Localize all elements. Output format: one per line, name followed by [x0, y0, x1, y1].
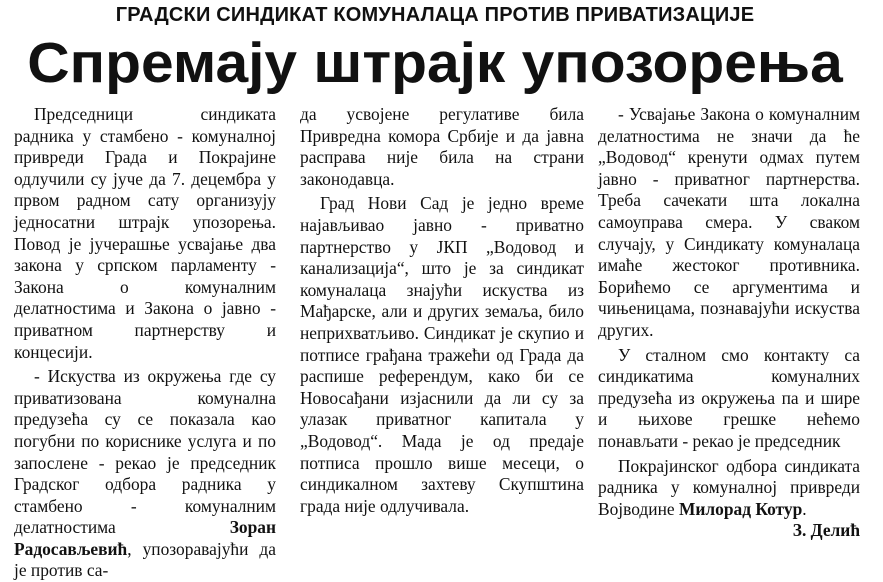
article-column-2 [300, 104, 584, 540]
paragraph [598, 456, 860, 521]
person-name: Зоран Радосављевић [14, 517, 276, 559]
paragraph: Председници синдиката радника у стамбено - комуналној привреди Града и Покрајине одлучили су јуче да 7. децембра у првом радном сату организују једносатни штрајк упозорења. Повод је јучерашње усвајање два закона у српском парламенту - Закона о комуналним делатностима и Закона о јавно - приватном партнерству и концесији. [14, 104, 276, 362]
paragraph-text: . [802, 498, 807, 519]
paragraph: Град Нови Сад је једно време најављивао јавно - приватно партнерство у ЈКП „Водовод и канализација“, што је за синдикат комуналаца знајући искуства из Мађарске, али и других земаља, било неприхватљиво. Синдикат је скупио и потписе грађана тражећи од Града да распише референдум, како би се Новосађани изјаснили да ли су за улазак приватног капитала у „Водовод“. Мада је од предаје потписа прошло више месеци, о синдикалном захтеву Скупштина града није одлучивала. [300, 193, 584, 516]
paragraph: - Усвајање Закона о комуналним делатностима не значи да ће „Водовод“ кренути одмах путем јавно - приватног партнерства. Треба сачекати шта локална самоуправа смера. У сваком случају, у Синдикату комуналаца имаће жестоког противника. Борићемо се аргументима и чињеницама, познавајући искуства других. [598, 104, 860, 340]
paragraph: У сталном смо контакту са синдикатима комуналних предузећа из окружења па и шире и њихове грешке нећемо понављати - рекао је председник [598, 344, 860, 451]
article-column-3 [598, 104, 860, 540]
byline-row [598, 520, 860, 542]
paragraph [14, 366, 276, 582]
article-headline: Спремају штрајк упозорења [27, 31, 843, 95]
byline: З. Делић [792, 520, 860, 541]
paragraph-text: Покрајинског одбора синдиката радника у комуналној привреди Војводине [598, 455, 860, 519]
article-kicker: ГРАДСКИ СИНДИКАТ КОМУНАЛАЦА ПРОТИВ ПРИВАТИЗАЦИЈЕ [115, 4, 755, 26]
article-column-1 [14, 104, 276, 581]
person-name: Милорад Котур [678, 498, 803, 519]
paragraph: да усвојене регулативе била Привредна комора Србије и да јавна расправа није била на страни законодавца. [300, 104, 584, 189]
paragraph-text: - Искуства из окружења где су приватизована комунална предузећа су се показала као погубни по кориснике услуга и по запослене - рекао је председник Градског одбора радника у стамбено - комуналним делатностима [14, 366, 276, 538]
paragraph-text: , упозоравајући да је против са- [14, 538, 276, 581]
